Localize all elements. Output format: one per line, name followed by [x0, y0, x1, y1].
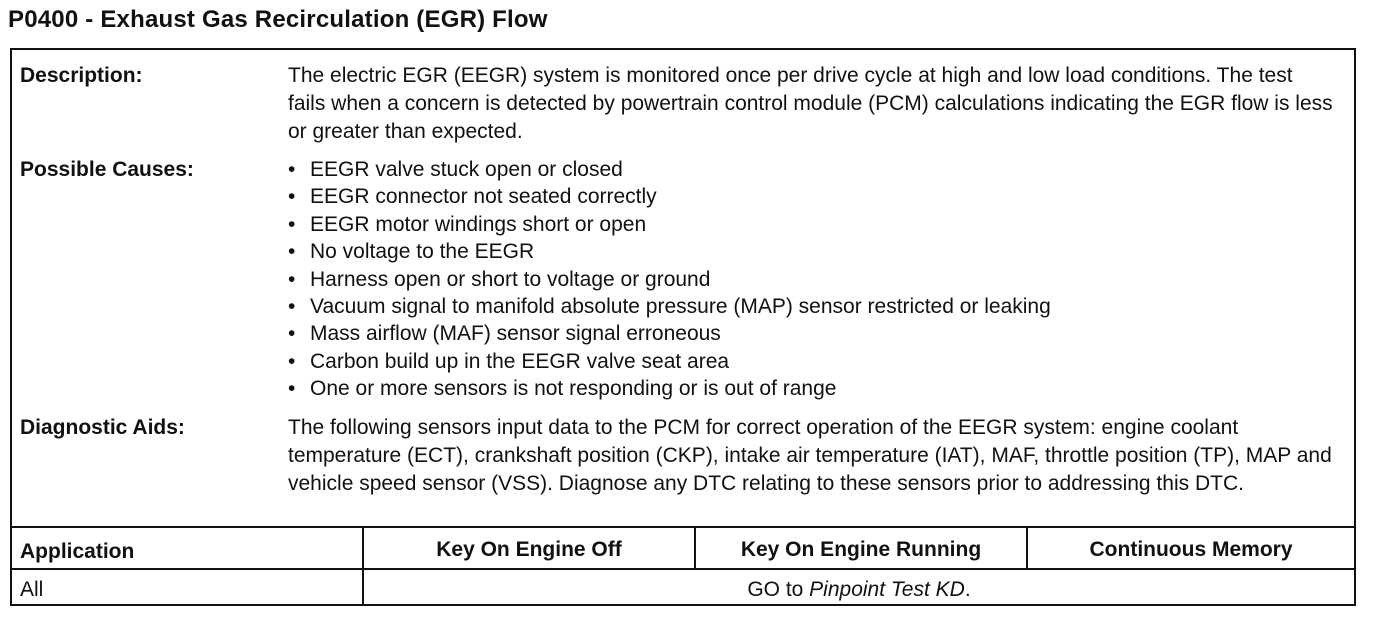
bullet-icon: • — [288, 158, 296, 181]
possible-causes-label: Possible Causes: — [20, 158, 194, 181]
list-item: • EEGR connector not seated correctly — [288, 183, 1334, 210]
diagnostic-aids-text: The following sensors input data to the PCM for correct operation of the EEGR system: engine coolant temperature (ECT), crankshaft position (CKP), intake air temperature (IAT), MAF, throttle position (TP), MAP and vehicle speed sensor (VSS). Diagnose any DTC relating to these sensors prior to addressing this DTC. — [288, 416, 1332, 495]
list-item: • Carbon build up in the EEGR valve seat area — [288, 348, 1334, 375]
possible-causes-list — [288, 156, 1334, 403]
bullet-icon: • — [288, 295, 296, 319]
list-item: • Mass airflow (MAF) sensor signal erroneous — [288, 320, 1334, 347]
bullet-icon: • — [288, 322, 296, 346]
page-title: P0400 - Exhaust Gas Recirculation (EGR) Flow — [8, 6, 548, 33]
diagnostic-aids-label: Diagnostic Aids: — [20, 416, 185, 439]
table-cell-application: All — [20, 578, 44, 601]
table-header-application: Application — [20, 540, 135, 563]
dtc-info-box — [10, 48, 1356, 606]
list-item: • EEGR valve stuck open or closed — [288, 156, 1334, 183]
table-header-koeo: Key On Engine Off — [436, 538, 622, 561]
list-item: • Vacuum signal to manifold absolute pressure (MAP) sensor restricted or leaking — [288, 293, 1334, 320]
table-row-divider — [12, 568, 1354, 570]
table-top-border — [12, 526, 1354, 528]
bullet-icon: • — [288, 240, 296, 264]
bullet-icon: • — [288, 212, 296, 236]
description-text: The electric EGR (EEGR) system is monitored once per drive cycle at high and low load conditions. The test fails when a concern is detected by powertrain control module (PCM) calculations indicating the EGR flow is less or greater than expected. — [288, 64, 1333, 143]
bullet-icon: • — [288, 377, 296, 401]
table-header-continuous-memory: Continuous Memory — [1089, 538, 1293, 561]
list-item: • No voltage to the EEGR — [288, 238, 1334, 265]
pinpoint-test-link[interactable]: Pinpoint Test KD — [809, 578, 965, 601]
list-item: • One or more sensors is not responding or is out of range — [288, 375, 1334, 402]
bullet-icon: • — [288, 185, 296, 209]
table-header-koer: Key On Engine Running — [740, 538, 982, 561]
description-label: Description: — [20, 64, 143, 87]
list-item: • Harness open or short to voltage or ground — [288, 266, 1334, 293]
bullet-icon: • — [288, 267, 296, 291]
list-item: • EEGR motor windings short or open — [288, 211, 1334, 238]
bullet-icon: • — [288, 349, 296, 373]
table-cell-action: GO to Pinpoint Test KD. — [747, 578, 971, 601]
